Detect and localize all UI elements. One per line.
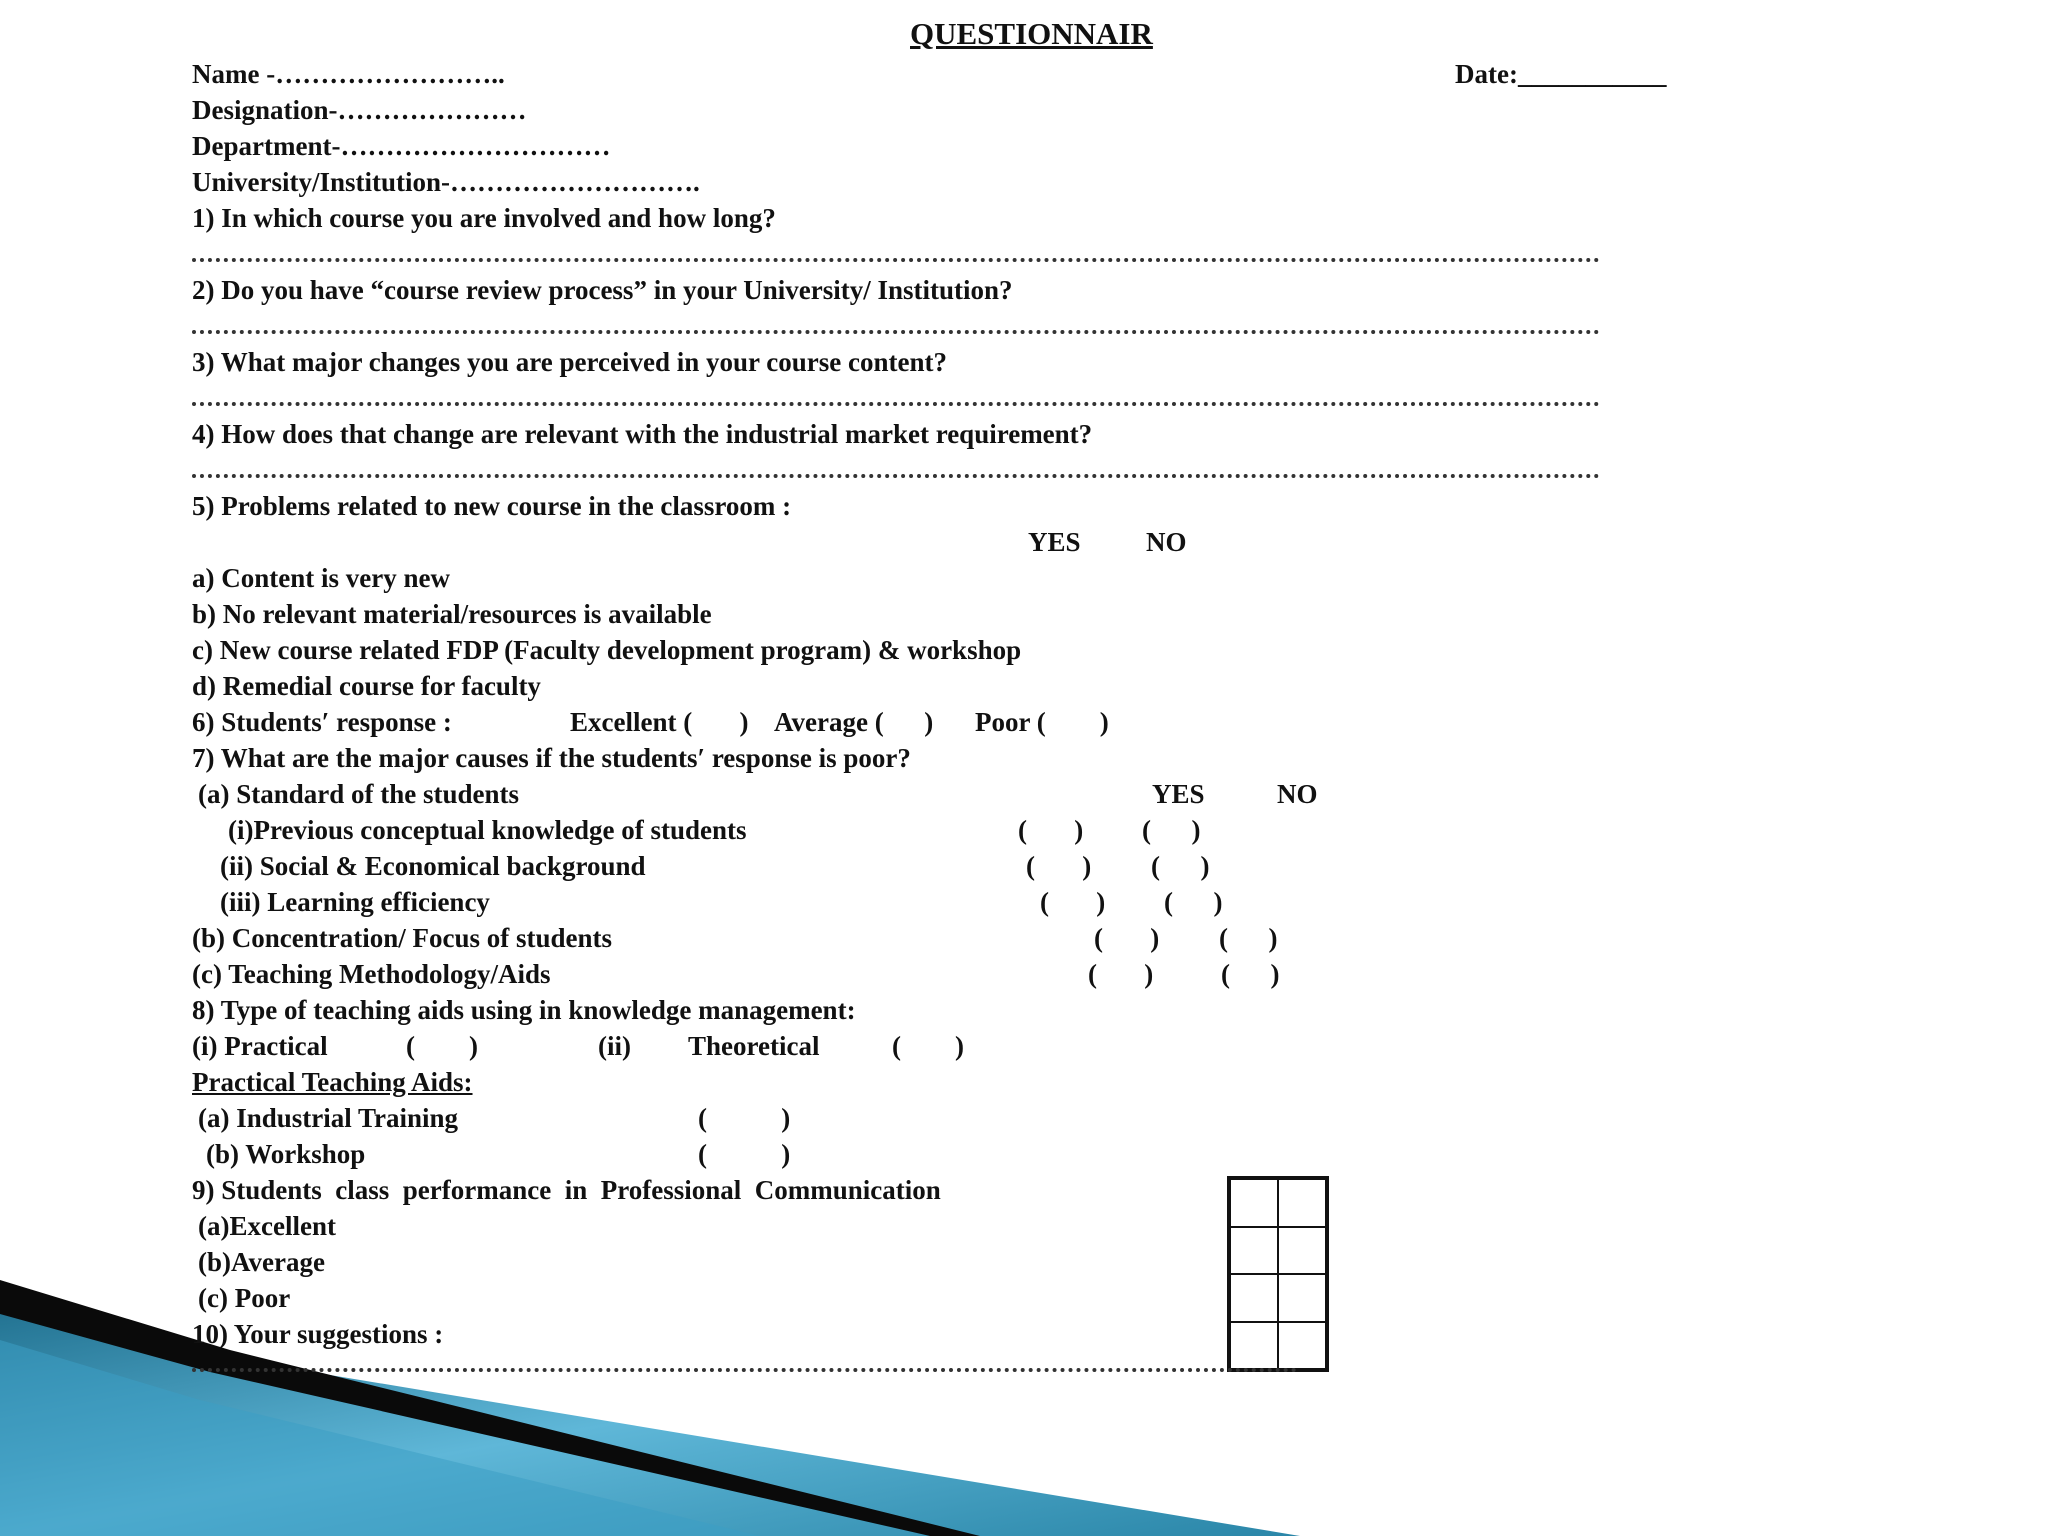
q7-a-i-yes-box: ( ) [1018,815,1084,845]
question-2: 2) Do you have “course review process” in your University/ Institution? [192,275,1013,305]
q8-theoretical-label: Theoretical [688,1031,820,1061]
q7-a-ii-label: (ii) Social & Economical background [220,851,646,881]
q5-item-c: c) New course related FDP (Faculty development program) & workshop [192,635,1022,665]
q5-yes-header: YES [1028,527,1081,557]
workshop-box: ( ) [698,1139,791,1169]
q8-theoretical-box: ( ) [892,1031,964,1061]
q8-practical-box: ( ) [406,1031,478,1061]
grid-cell [1278,1227,1326,1275]
q5-item-a: a) Content is very new [192,563,450,593]
q7-a-ii-no-box: ( ) [1151,851,1210,881]
q7-b-yes-box: ( ) [1094,923,1160,953]
q7-no-header: NO [1277,779,1318,809]
q7-a-i-label: (i)Previous conceptual knowledge of students [228,815,747,845]
q7-c-no-box: ( ) [1221,959,1280,989]
q6-poor-option: Poor ( ) [975,707,1109,737]
grid-cell [1230,1274,1278,1322]
grid-cell [1278,1274,1326,1322]
question-8: 8) Type of teaching aids using in knowledge management: [192,995,856,1025]
q6-excellent-option: Excellent ( ) [570,707,749,737]
designation-field: Designation-………………… [192,95,527,125]
answer-line-1 [192,250,1600,262]
q7-a-i-no-box: ( ) [1142,815,1201,845]
question-10: 10) Your suggestions : [192,1319,444,1349]
page-title: QUESTIONNAIR [910,16,1153,51]
q7-a-iii-yes-box: ( ) [1040,887,1106,917]
industrial-training-label: (a) Industrial Training [198,1103,459,1133]
answer-line-4 [192,466,1600,478]
q5-no-header: NO [1146,527,1187,557]
question-3: 3) What major changes you are perceived in your course content? [192,347,947,377]
answer-line-2 [192,322,1600,334]
q9-checkbox-grid [1227,1176,1329,1372]
question-9: 9) Students class performance in Professional Communication [192,1175,941,1205]
question-4: 4) How does that change are relevant with the industrial market requirement? [192,419,1093,449]
grid-cell [1230,1179,1278,1227]
name-field: Name -…………………….. [192,59,505,89]
industrial-training-box: ( ) [698,1103,791,1133]
q7-yes-header: YES [1152,779,1205,809]
date-field: Date:___________ [1455,59,1667,89]
q5-item-b: b) No relevant material/resources is available [192,599,712,629]
q7-a-iii-label: (iii) Learning efficiency [220,887,490,917]
question-1: 1) In which course you are involved and how long? [192,203,776,233]
suggestions-line [192,1360,1297,1372]
q7-a-label: (a) Standard of the students [198,779,520,809]
question-5: 5) Problems related to new course in the classroom : [192,491,792,521]
question-7: 7) What are the major causes if the students′ response is poor? [192,743,911,773]
practical-aids-heading: Practical Teaching Aids: [192,1067,473,1097]
q6-average-option: Average ( ) [774,707,934,737]
question-6: 6) Students′ response : [192,707,452,737]
q9-average: (b)Average [198,1247,325,1277]
department-field: Department-………………………… [192,131,611,161]
q5-item-d: d) Remedial course for faculty [192,671,541,701]
q7-a-ii-yes-box: ( ) [1026,851,1092,881]
workshop-label: (b) Workshop [206,1139,366,1169]
q7-b-no-box: ( ) [1219,923,1278,953]
q7-c-yes-box: ( ) [1088,959,1154,989]
q7-c-label: (c) Teaching Methodology/Aids [192,959,551,989]
answer-line-3 [192,394,1600,406]
q8-practical-label: (i) Practical [192,1031,328,1061]
q9-poor: (c) Poor [198,1283,291,1313]
q8-ii-label: (ii) [598,1031,631,1061]
q7-b-label: (b) Concentration/ Focus of students [192,923,613,953]
q7-a-iii-no-box: ( ) [1164,887,1223,917]
institution-field: University/Institution-………………………. [192,167,700,197]
q9-excellent: (a)Excellent [198,1211,336,1241]
grid-cell [1278,1179,1326,1227]
grid-cell [1230,1227,1278,1275]
